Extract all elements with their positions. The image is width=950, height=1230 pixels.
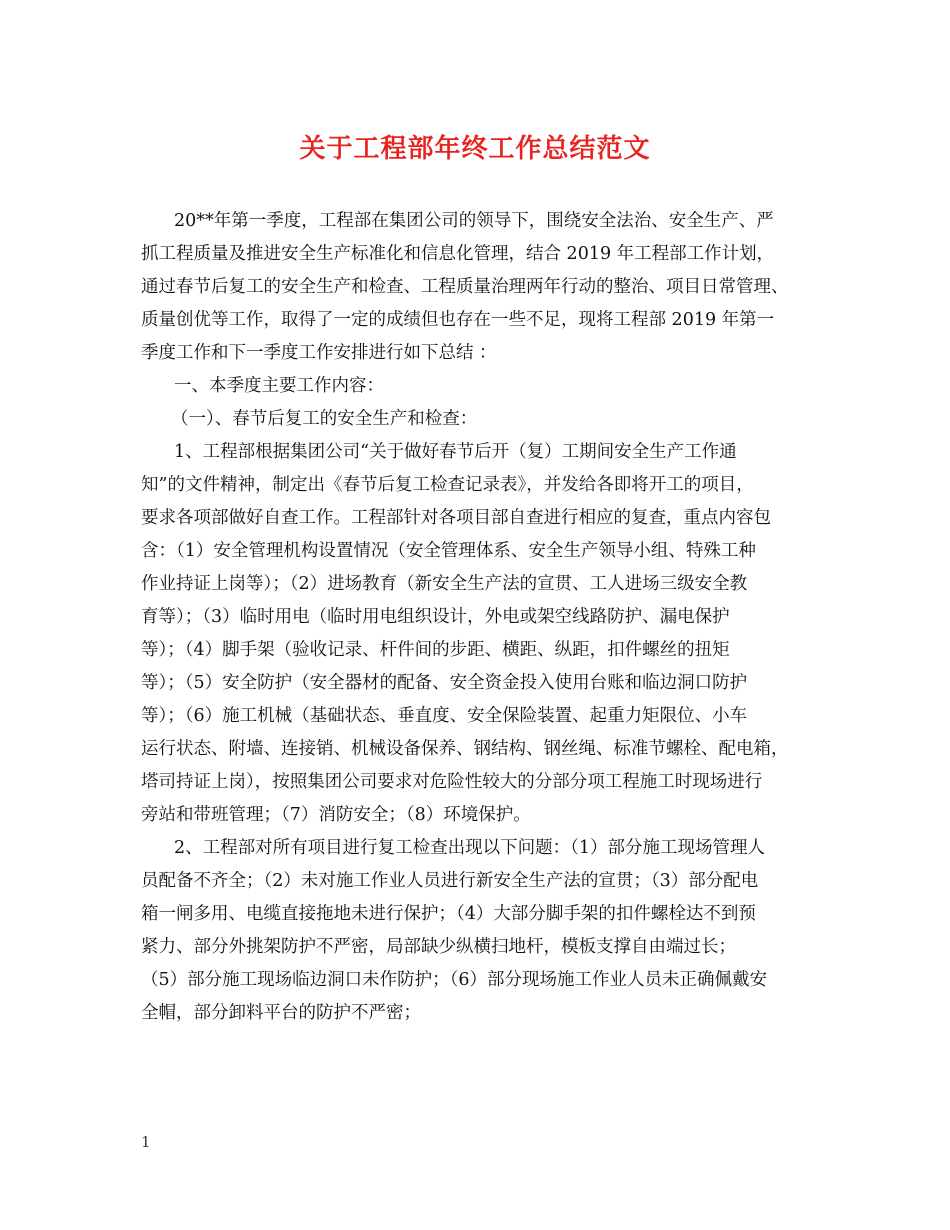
- paragraph-line: 紧力、部分外挑架防护不严密，局部缺少纵横扫地杆，模板支撑自由端过长；: [141, 937, 736, 957]
- paragraph-line: （5）部分施工现场临边洞口未作防护；（6）部分现场施工作业人员未正确佩戴安: [141, 970, 768, 990]
- document-title: 关于工程部年终工作总结范文: [299, 134, 651, 164]
- paragraph-line: 知”的文件精神，制定出《春节后复工检查记录表》，并发给各即将开工的项目，: [141, 475, 754, 495]
- paragraph-line: 等）；（4）脚手架（验收记录、杆件间的步距、横距、纵距，扣件螺丝的扭矩: [141, 640, 730, 660]
- page-number: 1: [141, 1133, 151, 1151]
- paragraph-line: 箱一闸多用、电缆直接拖地未进行保护；（4）大部分脚手架的扣件螺栓达不到预: [141, 904, 756, 924]
- paragraph-line: 塔司持证上岗），按照集团公司要求对危险性较大的分部分项工程施工时现场进行: [141, 772, 763, 792]
- paragraph-line: 全帽，部分卸料平台的防护不严密；: [141, 1003, 421, 1023]
- paragraph-line: 20**年第一季度，工程部在集团公司的领导下，围绕安全法治、安全生产、严: [174, 211, 774, 231]
- paragraph-line: 运行状态、附墙、连接销、机械设备保养、钢结构、钢丝绳、标准节螺栓、配电箱，: [141, 739, 789, 759]
- paragraph-line: 育等）；（3）临时用电（临时用电组织设计，外电或架空线路防护、漏电保护: [141, 607, 730, 627]
- paragraph-line: 旁站和带班管理；（7）消防安全；（8）环境保护。: [141, 805, 531, 825]
- paragraph-line: 要求各项部做好自查工作。工程部针对各项目部自查进行相应的复查，重点内容包: [141, 508, 771, 528]
- section-heading: 一、本季度主要工作内容：: [174, 376, 384, 396]
- paragraph-line: 员配备不齐全；（2）未对施工作业人员进行新安全生产法的宣贯；（3）部分配电: [141, 871, 759, 891]
- paragraph-line: 质量创优等工作，取得了一定的成绩但也存在一些不足，现将工程部 2019 年第一: [141, 310, 775, 330]
- paragraph-line: 含：（1）安全管理机构设置情况（安全管理体系、安全生产领导小组、特殊工种: [141, 541, 756, 561]
- paragraph-line: 等）；（5）安全防护（安全器材的配备、安全资金投入使用台账和临边洞口防护: [141, 673, 748, 693]
- paragraph-line: 季度工作和下一季度工作安排进行如下总结 ：: [141, 343, 497, 363]
- subsection-heading: （一）、春节后复工的安全生产和检查：: [171, 409, 478, 429]
- paragraph-line: 等）；（6）施工机械（基础状态、垂直度、安全保险装置、起重力矩限位、小车: [141, 706, 748, 726]
- paragraph-line: 通过春节后复工的安全生产和检查、工程质量治理两年行动的整治、项目日常管理、: [141, 277, 789, 297]
- paragraph-line: 2、工程部对所有项目进行复工检查出现以下问题：（1）部分施工现场管理人: [174, 838, 766, 858]
- paragraph-line: 1、工程部根据集团公司“关于做好春节后开（复）工期间安全生产工作通: [174, 442, 737, 462]
- document-body: [141, 205, 815, 1030]
- paragraph-line: 抓工程质量及推进安全生产标准化和信息化管理，结合 2019 年工程部工作计划，: [141, 244, 775, 264]
- paragraph-line: 作业持证上岗等）；（2）进场教育（新安全生产法的宣贯、工人进场三级安全教: [141, 574, 748, 594]
